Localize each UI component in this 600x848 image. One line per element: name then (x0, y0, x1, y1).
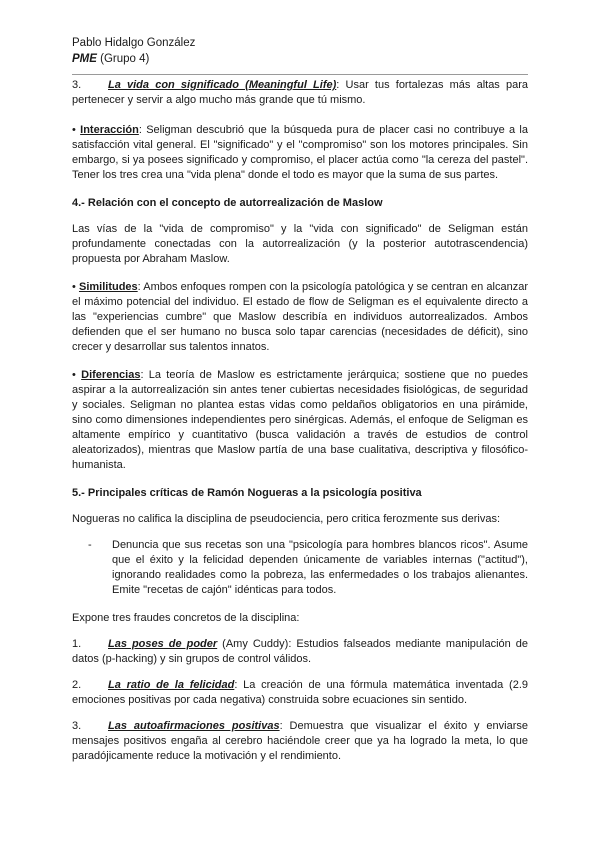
fraud-text: : La creación de una fórmula matemática inventada (2.9 emociones positivas por cada negativa) construida sobre ecuaciones sin sentido. (72, 679, 528, 706)
interaction-label: Interacción (80, 124, 139, 136)
frauds-intro: Expone tres fraudes concretos de la disciplina: (72, 612, 300, 624)
item3-title: La vida con significado (Meaningful Life) (108, 79, 337, 91)
item3-text: : Usar tus fortalezas más altas para pertenecer y servir a algo mucho más grande que tú mismo. (72, 79, 529, 106)
similarities-label: Similitudes (78, 281, 138, 293)
interaction-paragraph (72, 123, 528, 183)
fraud-item (72, 637, 528, 667)
header-divider (72, 74, 528, 75)
fraud-number: 3. (72, 720, 82, 732)
similarities-text: : Ambos enfoques rompen con la psicología patológica y se centran en alcanzar el máximo potencial del individuo. El estado de flow de Seligman es el equivalente directo a las "experiencias cumbre" que Maslow describía en individuos autorrealizados. Ambos defienden que el ser humano no busca solo tapar carencias (necesidades de déficit), sino crecer y desarrollar sus talentos innatos. (72, 281, 528, 353)
dash-item-text: Denuncia que sus recetas son una "psicología para hombres blancos ricos". Asume que el éxito y la felicidad dependen únicamente de variables internas ("actitud"), ignorando realidades como la pobreza, las enfermedades o los trabajos alienantes. Emite "recetas de cajón" idénticas para todos. (112, 539, 528, 596)
course-code: PME (72, 53, 97, 65)
similarities-bullet: • (72, 281, 76, 293)
differences-label: Diferencias (81, 369, 141, 381)
fraud-item (72, 678, 528, 708)
document-body (72, 78, 528, 764)
fraud-number: 2. (72, 679, 82, 691)
header-course (72, 53, 149, 65)
fraud-text: : Demuestra que visualizar el éxito y enviarse mensajes positivos engaña al cerebro haciéndole creer que ya ha logrado la meta, lo que paradójicamente reduce la motivación y el rendimiento. (72, 720, 528, 762)
section4-intro: Las vías de la "vida de compromiso" y la "vida con significado" de Seligman están profundamente conectadas con la autorrealización (y la posterior autotrascendencia) propuesta por Abraham Maslow. (72, 223, 528, 265)
fraud-title: La ratio de la felicidad (108, 679, 235, 691)
fraud-number: 1. (72, 638, 82, 650)
section5-heading: 5.- Principales críticas de Ramón Nogueras a la psicología positiva (72, 487, 422, 499)
critique-dash-item (72, 538, 528, 598)
differences-bullet: • (72, 369, 76, 381)
fraud-title: Las autoafirmaciones positivas (108, 720, 280, 732)
section4-heading: 4.- Relación con el concepto de autorrealización de Maslow (72, 197, 383, 209)
fraud-text: (Amy Cuddy): Estudios falseados mediante manipulación de datos (p-hacking) y sin grupos de control válidos. (72, 638, 528, 665)
item3-paragraph (72, 78, 528, 108)
item3-number: 3. (72, 79, 82, 91)
header-author: Pablo Hidalgo González (72, 37, 196, 49)
fraud-item (72, 719, 528, 764)
interaction-bullet: • (72, 124, 76, 136)
interaction-text: : Seligman descubrió que la búsqueda pura de placer casi no contribuye a la satisfacción vital general. El "significado" y el "compromiso" son los motores principales. Sin embargo, si ya posees significado y compromiso, el placer actúa como "la cereza del pastel". Tener los tres crea una "vida plena" donde el todo es mayor que la suma de sus partes. (72, 124, 528, 181)
section5-intro: Nogueras no califica la disciplina de pseudociencia, pero critica ferozmente sus derivas: (72, 513, 501, 525)
similarities-paragraph (72, 280, 528, 355)
differences-text: : La teoría de Maslow es estrictamente jerárquica; sostiene que no puedes aspirar a la autorrealización sin antes tener cubiertas necesidades fisiológicas, de seguridad y sociales. Seligman no plantea estas vidas como peldaños obligatorios en una pirámide, sino como dimensiones independientes pero sinérgicas. Además, el enfoque de Seligman es altamente empírico y cuantitativo (busca validación a través de estudios de control aleatorizados), mientras que Maslow partía de una base cualitativa, descriptiva y filosófico-humanista. (72, 369, 528, 471)
fraud-title: Las poses de poder (108, 638, 218, 650)
differences-paragraph (72, 368, 528, 473)
dash-marker: - (88, 539, 92, 551)
course-group: (Grupo 4) (100, 53, 150, 65)
